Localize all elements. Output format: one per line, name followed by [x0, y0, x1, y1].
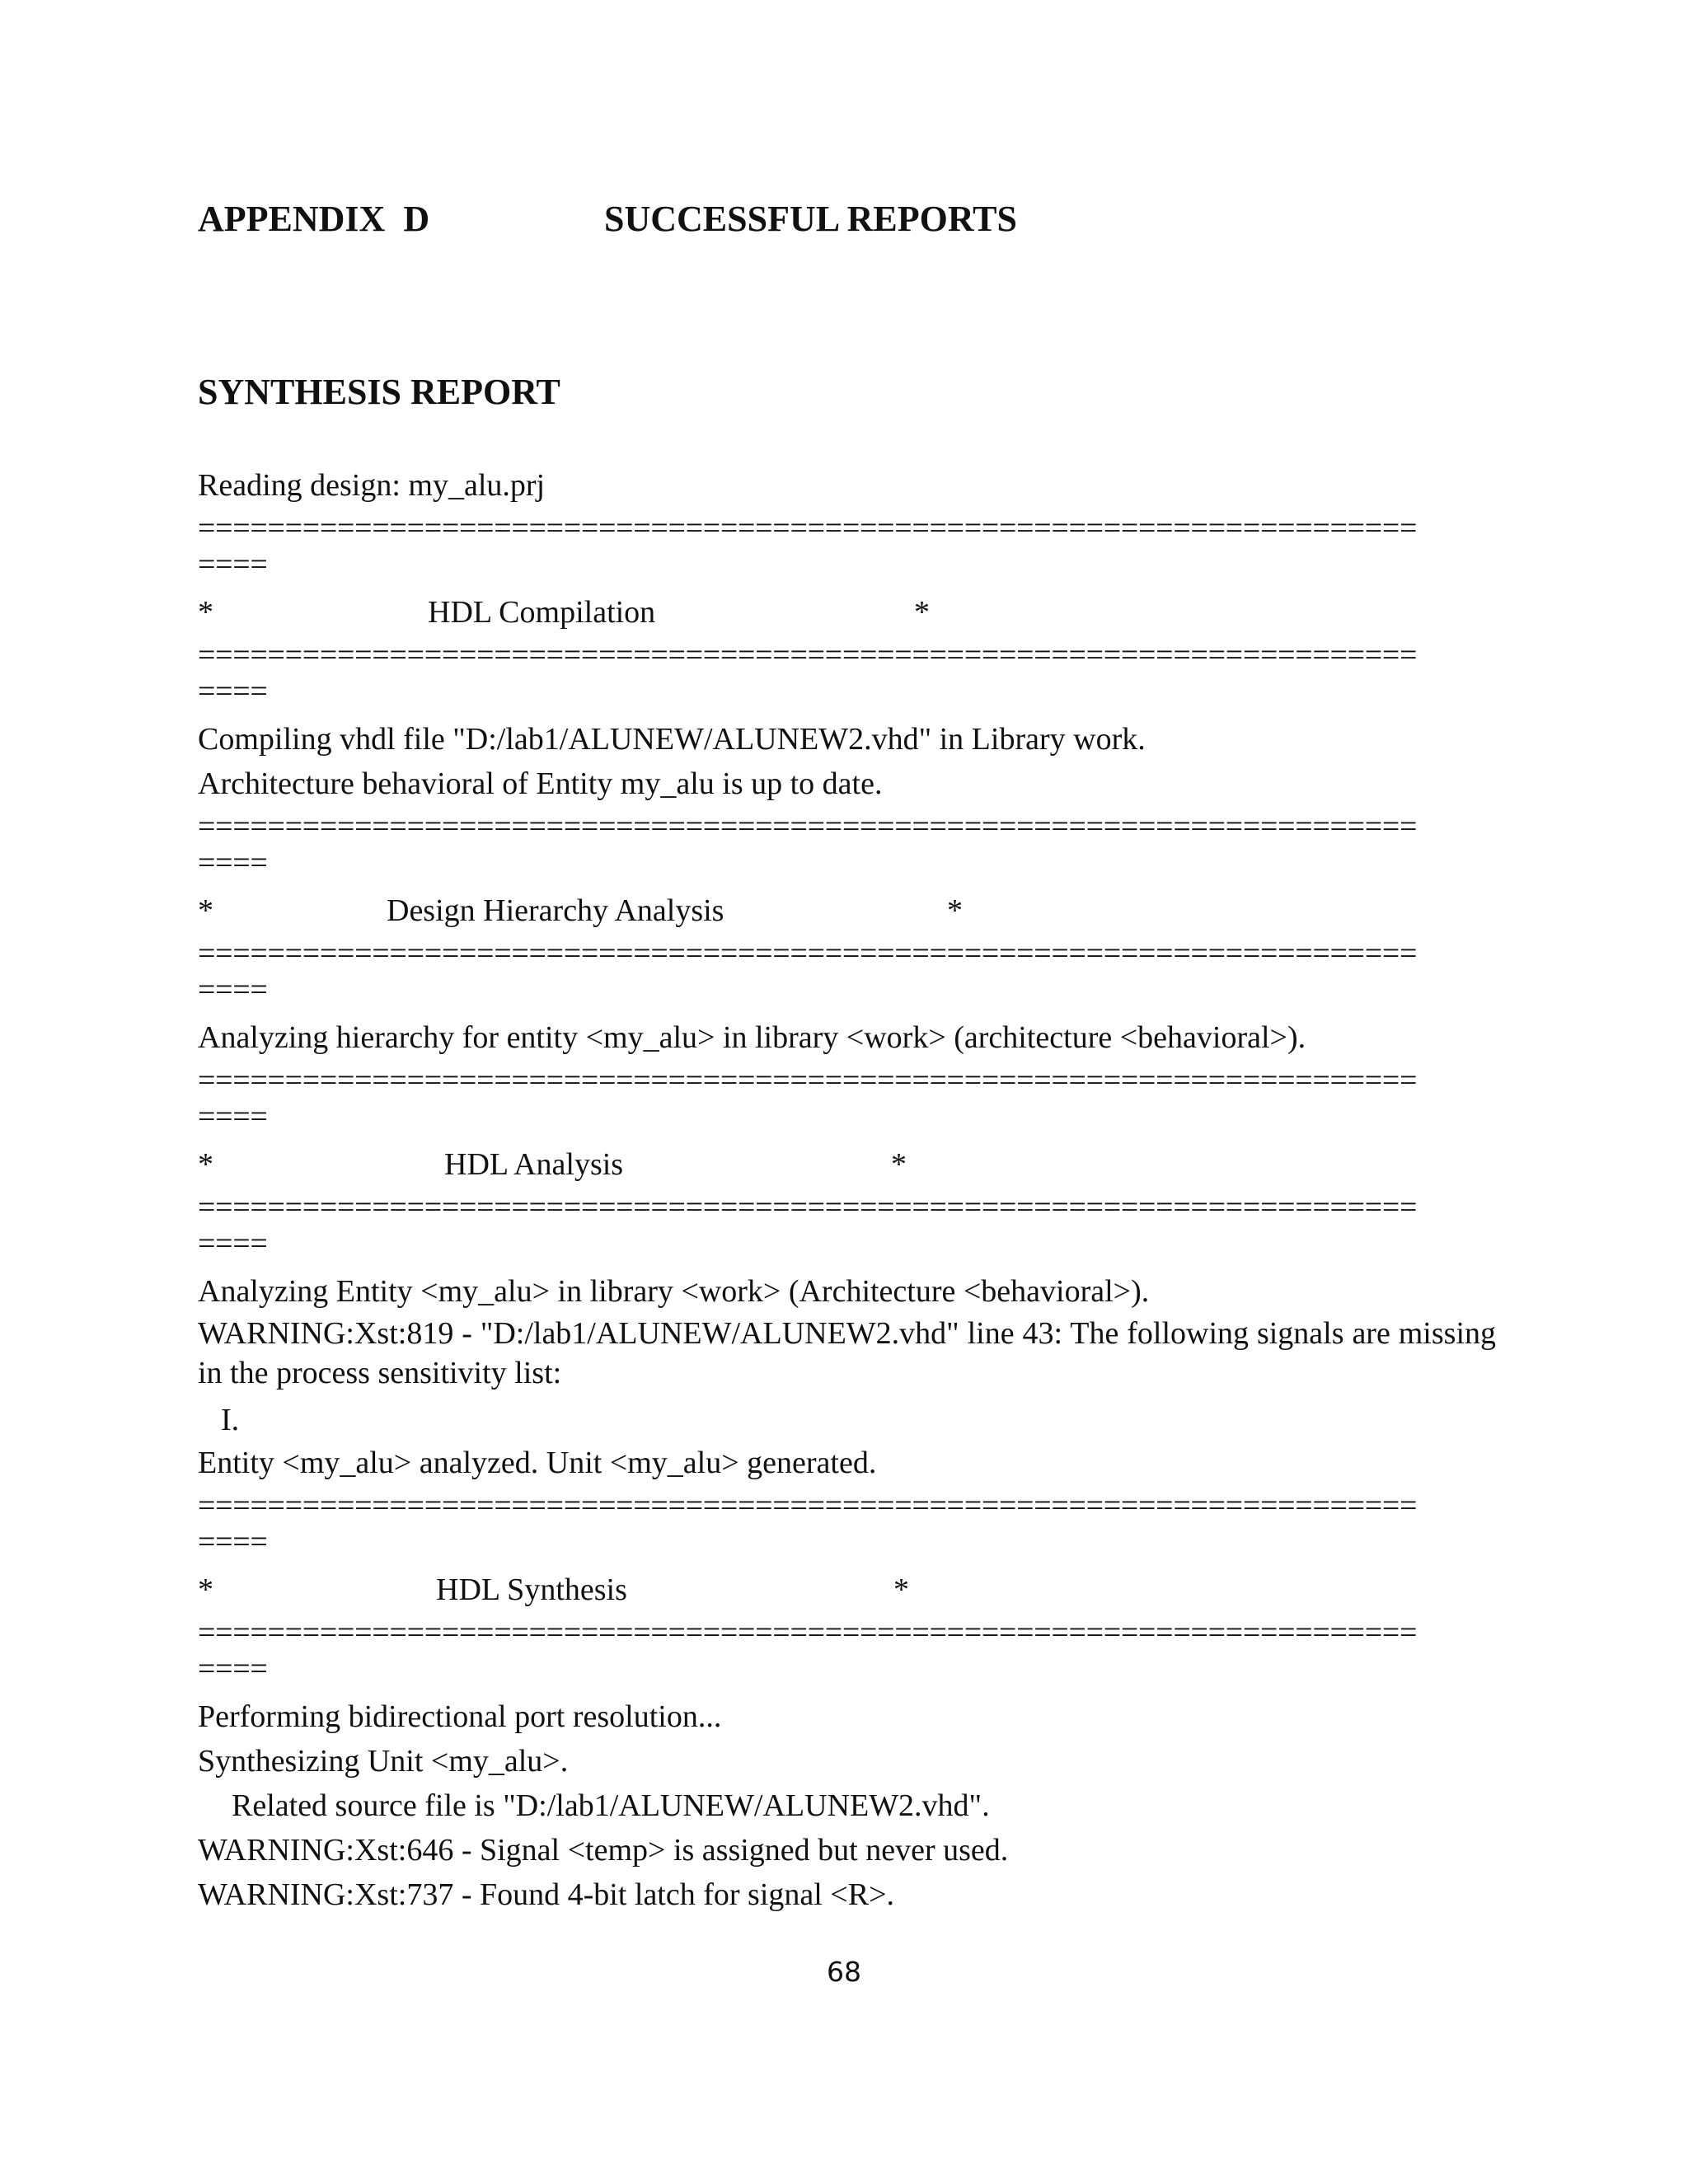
warning-737: WARNING:Xst:737 - Found 4-bit latch for signal <R>. — [198, 1877, 895, 1912]
separator-long: ====================================================================== — [198, 511, 1418, 546]
banner-title-hdl-synthesis: HDL Synthesis — [436, 1572, 627, 1607]
separator-long: ====================================================================== — [198, 1063, 1418, 1098]
separator-short: ==== — [198, 972, 268, 1007]
banner-star-left: * — [198, 595, 213, 630]
banner-star-right: * — [893, 1572, 909, 1607]
architecture-line: Architecture behavioral of Entity my_alu is up to date. — [198, 766, 883, 801]
banner-star-left: * — [198, 893, 213, 928]
separator-short: ==== — [198, 1652, 268, 1686]
analyzing-hierarchy-line: Analyzing hierarchy for entity <my_alu> in library <work> (architecture <behavioral>). — [198, 1020, 1306, 1055]
separator-short: ==== — [198, 1099, 268, 1134]
separator-long: ====================================================================== — [198, 1615, 1418, 1650]
separator-short: ==== — [198, 674, 268, 709]
reading-design-line: Reading design: my_alu.prj — [198, 468, 546, 503]
banner-star-right: * — [891, 1147, 907, 1182]
missing-signal-i: I. — [221, 1403, 240, 1437]
synthesizing-unit-line: Synthesizing Unit <my_alu>. — [198, 1744, 569, 1779]
entity-analyzed-line: Entity <my_alu> analyzed. Unit <my_alu> generated. — [198, 1446, 877, 1480]
separator-short: ==== — [198, 1525, 268, 1559]
appendix-title: SUCCESSFUL REPORTS — [604, 199, 1017, 239]
section-title: SYNTHESIS REPORT — [198, 372, 560, 412]
separator-long: ====================================================================== — [198, 936, 1418, 971]
banner-star-left: * — [198, 1147, 213, 1182]
separator-short: ==== — [198, 547, 268, 582]
separator-long: ====================================================================== — [198, 1488, 1418, 1523]
banner-star-left: * — [198, 1572, 213, 1607]
separator-short: ==== — [198, 846, 268, 880]
bidirectional-line: Performing bidirectional port resolution... — [198, 1699, 722, 1734]
banner-title-hdl-compilation: HDL Compilation — [428, 595, 656, 630]
banner-star-right: * — [947, 893, 963, 928]
compiling-line: Compiling vhdl file "D:/lab1/ALUNEW/ALUNEW2.vhd" in Library work. — [198, 722, 1146, 757]
appendix-label: APPENDIX D — [198, 199, 430, 239]
banner-title-design-hierarchy: Design Hierarchy Analysis — [387, 893, 724, 928]
related-source-line: Related source file is "D:/lab1/ALUNEW/ALUNEW2.vhd". — [232, 1788, 990, 1823]
banner-title-hdl-analysis: HDL Analysis — [444, 1147, 624, 1182]
warning-646: WARNING:Xst:646 - Signal <temp> is assigned but never used. — [198, 1833, 1009, 1868]
separator-short: ==== — [198, 1226, 268, 1261]
separator-long: ====================================================================== — [198, 638, 1418, 673]
separator-long: ====================================================================== — [198, 809, 1418, 844]
analyzing-entity-line: Analyzing Entity <my_alu> in library <work> (Architecture <behavioral>). — [198, 1274, 1150, 1309]
page-number: 68 — [827, 1956, 861, 1988]
separator-long: ====================================================================== — [198, 1190, 1418, 1225]
warning-819: WARNING:Xst:819 - "D:/lab1/ALUNEW/ALUNEW2.vhd" line 43: The following signals are missing in the process sensitivity list: — [198, 1316, 1496, 1390]
banner-star-right: * — [914, 595, 930, 630]
